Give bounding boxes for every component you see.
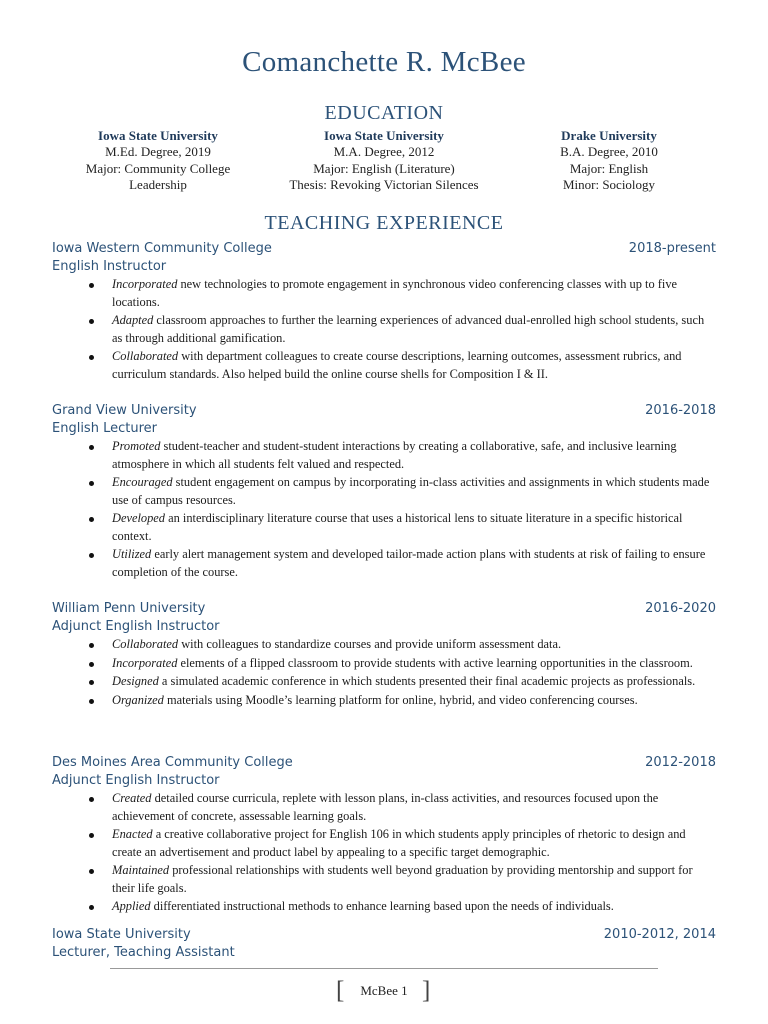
bullet-icon bbox=[89, 643, 94, 648]
job-header bbox=[52, 403, 716, 421]
bullet-text: student engagement on campus by incorporating in-class activities and assignments in which students made use of campus resources. bbox=[112, 475, 710, 507]
resume-name: Comanchette R. McBee bbox=[242, 46, 526, 78]
education-line: Major: English (Literature) bbox=[313, 160, 455, 176]
education-line: M.A. Degree, 2012 bbox=[333, 144, 435, 160]
bullet-text: a simulated academic conference in which students presented their final academic projects as professionals. bbox=[158, 674, 696, 688]
job-bullet bbox=[52, 636, 716, 654]
page-number: McBee 1 bbox=[360, 983, 408, 998]
education-line: Minor: Sociology bbox=[562, 176, 656, 192]
bullet-icon bbox=[89, 797, 94, 802]
education-line: Thesis: Revoking Victorian Silences bbox=[289, 176, 479, 192]
bullet-verb: Incorporated bbox=[112, 277, 178, 291]
bullet-verb: Maintained bbox=[112, 863, 170, 877]
bullet-icon bbox=[89, 319, 94, 324]
job-bullet bbox=[52, 546, 716, 581]
job-bullet bbox=[52, 276, 716, 311]
bullet-icon bbox=[89, 283, 94, 288]
job-bullet-list bbox=[52, 276, 716, 383]
bullet-icon bbox=[89, 699, 94, 704]
job-role: Adjunct English Instructor bbox=[52, 773, 220, 788]
job-bullet bbox=[52, 438, 716, 473]
job-bullet bbox=[52, 474, 716, 509]
bullet-verb: Developed bbox=[112, 511, 165, 525]
bullet-icon bbox=[89, 445, 94, 450]
job-bullet bbox=[52, 826, 716, 861]
education-school: Iowa State University bbox=[324, 128, 444, 143]
job-entry bbox=[52, 601, 716, 710]
bullet-text: with department colleagues to create course descriptions, learning outcomes, assessment rubrics, and curriculum standards. Also helped build the online course shells for Composition I & II. bbox=[112, 349, 682, 381]
job-organization: Iowa Western Community College bbox=[52, 241, 272, 256]
job-role: Lecturer, Teaching Assistant bbox=[52, 945, 235, 960]
bullet-verb: Collaborated bbox=[112, 637, 179, 651]
bullet-verb: Promoted bbox=[112, 439, 161, 453]
bullet-text: a creative collaborative project for English 106 in which students apply principles of rhetoric to design and create an advertisement and product label by appealing to a specific target demographic. bbox=[112, 827, 686, 859]
bullet-icon bbox=[89, 905, 94, 910]
education-line: B.A. Degree, 2010 bbox=[560, 144, 658, 160]
footer-divider bbox=[110, 968, 658, 969]
bullet-icon bbox=[89, 553, 94, 558]
bullet-verb: Incorporated bbox=[112, 655, 178, 670]
bullet-verb: Created bbox=[112, 791, 152, 805]
bullet-verb: Adapted bbox=[112, 313, 154, 327]
education-line: M.Ed. Degree, 2019 bbox=[105, 144, 211, 160]
job-organization: William Penn University bbox=[52, 601, 206, 616]
job-organization: Grand View University bbox=[52, 403, 197, 418]
bullet-text: with colleagues to standardize courses and provide uniform assessment data. bbox=[178, 637, 562, 651]
teaching-experience-heading: TEACHING EXPERIENCE bbox=[264, 212, 504, 234]
job-bullet-list bbox=[52, 438, 716, 581]
bullet-text: classroom approaches to further the learning experiences of advanced dual-enrolled high school students, such as through additional gamification. bbox=[112, 313, 705, 345]
job-bullet bbox=[52, 862, 716, 897]
job-entry bbox=[52, 241, 716, 384]
job-header bbox=[52, 927, 716, 945]
job-role: English Instructor bbox=[52, 259, 167, 274]
bullet-text: materials using Moodle’s learning platform for online, hybrid, and video conferencing courses. bbox=[163, 692, 638, 707]
job-bullet bbox=[52, 673, 716, 691]
job-dates: 2010-2012, 2014 bbox=[603, 927, 716, 942]
job-bullet bbox=[52, 692, 716, 710]
bullet-verb: Collaborated bbox=[112, 349, 179, 363]
education-school: Drake University bbox=[561, 128, 657, 143]
job-role: English Lecturer bbox=[52, 421, 157, 436]
education-heading: EDUCATION bbox=[324, 102, 444, 124]
bullet-text: new technologies to promote engagement in synchronous video conferencing classes with up to five locations. bbox=[112, 277, 678, 309]
job-bullet bbox=[52, 898, 716, 916]
job-organization: Iowa State University bbox=[52, 927, 191, 942]
bullet-verb: Utilized bbox=[112, 547, 152, 561]
bullet-verb: Organized bbox=[112, 692, 164, 707]
bullet-icon bbox=[89, 662, 94, 667]
bullet-text: differentiated instructional methods to enhance learning based upon the needs of individuals. bbox=[150, 899, 614, 913]
bullet-icon bbox=[89, 517, 94, 522]
job-dates: 2016-2018 bbox=[645, 403, 716, 418]
bullet-verb: Applied bbox=[112, 899, 151, 913]
job-role: Adjunct English Instructor bbox=[52, 619, 220, 634]
job-bullet-list bbox=[52, 636, 716, 709]
bullet-text: early alert management system and developed tailor-made action plans with students at risk of failing to ensure completion of the course. bbox=[112, 547, 706, 579]
right-bracket-icon: ] bbox=[422, 977, 431, 1004]
job-bullet bbox=[52, 790, 716, 825]
job-header bbox=[52, 241, 716, 259]
bullet-text: an interdisciplinary literature course that uses a historical lens to situate literature in a specific historical context. bbox=[112, 511, 683, 543]
job-entry bbox=[52, 403, 716, 582]
bullet-icon bbox=[89, 680, 94, 685]
job-entry bbox=[52, 927, 716, 962]
job-organization: Des Moines Area Community College bbox=[52, 755, 293, 770]
job-dates: 2018-present bbox=[628, 241, 716, 256]
job-bullet bbox=[52, 510, 716, 545]
education-line: Major: Community College bbox=[85, 160, 231, 176]
job-bullet-list bbox=[52, 790, 716, 916]
bullet-verb: Designed bbox=[112, 674, 159, 688]
education-column-1 bbox=[70, 128, 246, 193]
bullet-text: professional relationships with students well beyond graduation by providing mentorship and support for their life goals. bbox=[112, 863, 693, 895]
job-dates: 2012-2018 bbox=[645, 755, 716, 770]
job-bullet bbox=[52, 312, 716, 347]
bullet-icon bbox=[89, 833, 94, 838]
education-line: Leadership bbox=[129, 176, 187, 192]
job-entry bbox=[52, 755, 716, 917]
bullet-text: student-teacher and student-student interactions by creating a collaborative, safe, and inclusive learning atmosphere in which all students felt valued and respected. bbox=[112, 439, 677, 471]
education-line: Major: English bbox=[569, 160, 649, 176]
bullet-text: elements of a flipped classroom to provide students with active learning opportunities in the classroom. bbox=[177, 655, 693, 670]
job-header bbox=[52, 601, 716, 619]
job-bullet bbox=[52, 348, 716, 383]
education-school: Iowa State University bbox=[98, 128, 218, 143]
job-header bbox=[52, 755, 716, 773]
bullet-icon bbox=[89, 869, 94, 874]
bullet-icon bbox=[89, 481, 94, 486]
education-column-3 bbox=[530, 128, 688, 193]
left-bracket-icon: [ bbox=[336, 977, 345, 1004]
bullet-text: detailed course curricula, replete with lesson plans, in-class activities, and resources focused upon the achievement of concrete, assessable learning goals. bbox=[112, 791, 659, 823]
bullet-verb: Encouraged bbox=[112, 475, 173, 489]
bullet-icon bbox=[89, 355, 94, 360]
education-column-2 bbox=[270, 128, 498, 193]
job-dates: 2016-2020 bbox=[645, 601, 716, 616]
bullet-verb: Enacted bbox=[112, 827, 153, 841]
job-bullet bbox=[52, 655, 716, 673]
